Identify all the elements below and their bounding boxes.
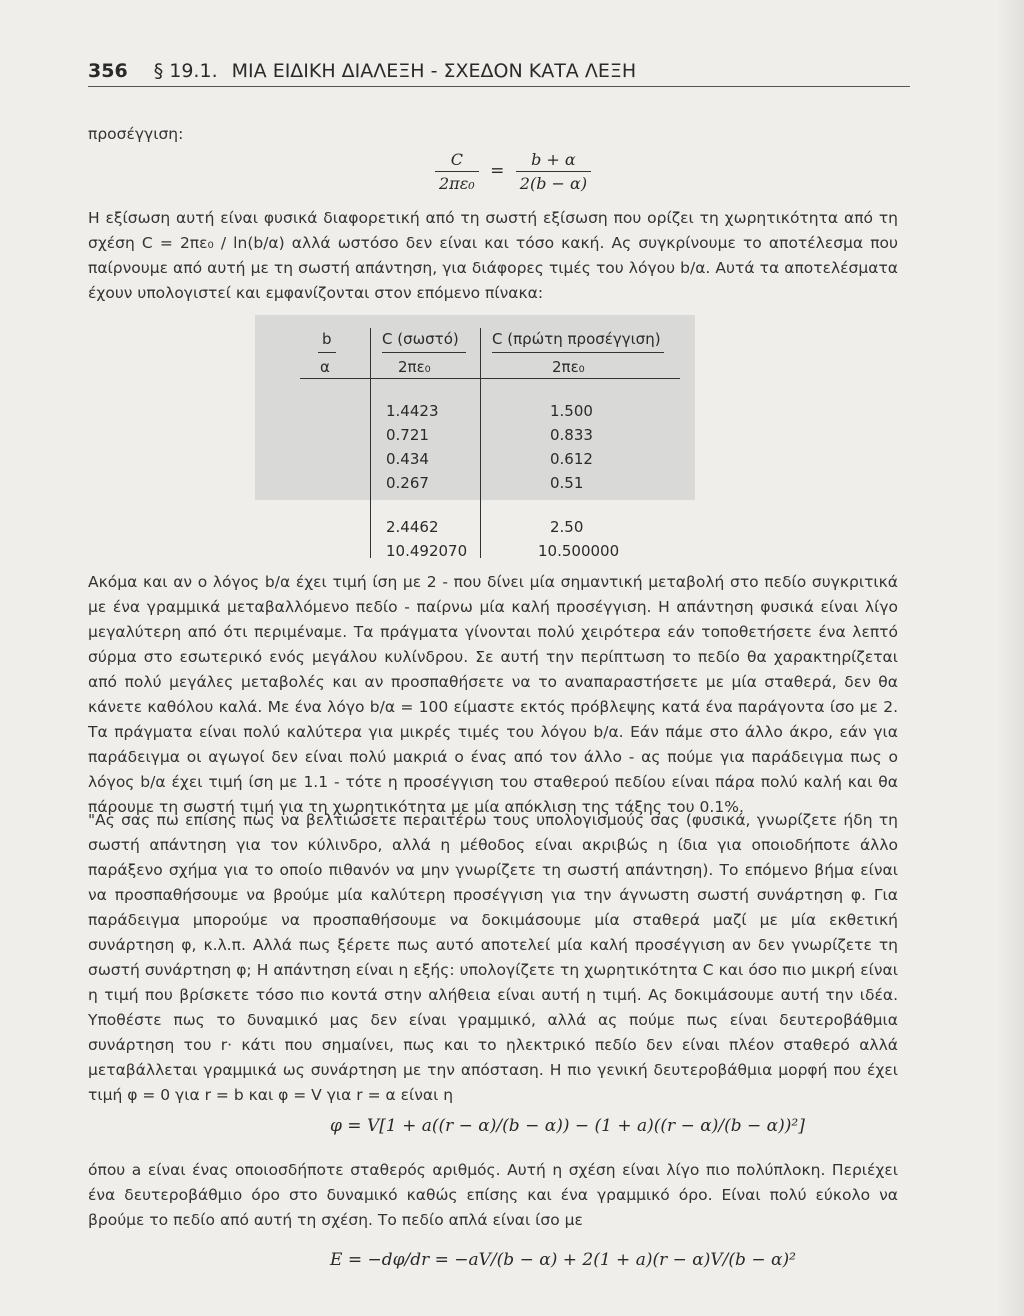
table-cell: 10.492070 (386, 542, 468, 560)
table-cell: 0.833 (550, 426, 593, 444)
table-cell: 2.50 (550, 518, 584, 536)
page-header (88, 60, 910, 87)
equation-1 (435, 150, 591, 193)
table-cell: 1.4423 (386, 402, 439, 420)
table-cell: 0.434 (386, 450, 429, 468)
eq1-rhs-den: 2(b − α) (519, 174, 588, 193)
col2-header-num: C (σωστό) (382, 330, 459, 348)
intro-label: προσέγγιση: (88, 125, 184, 143)
eq1-rhs-num: b + α (516, 150, 591, 172)
col3-header-num: C (πρώτη προσέγγιση) (492, 330, 661, 348)
eq1-lhs-den: 2πε₀ (439, 174, 475, 193)
eq1-lhs-num: C (435, 150, 479, 172)
equation-3: E = −dφ/dr = −aV/(b − α) + 2(1 + a)(r − α)V/(b − α)² (330, 1250, 796, 1270)
paragraph-2: Ακόμα και αν ο λόγος b/α έχει τιμή ίση με 2 - που δίνει μία σημαντική μεταβολή στο πεδίο συγκριτικά με ένα γραμμικά μεταβαλλόμενο πεδίο - παίρνω μία καλή προσέγγιση. Η απάντηση φυσικά είναι λίγο μεγαλύτερη από ότι περιμέναμε. Τα πράγματα γίνονται πολύ χειρότερα εάν τοποθετήσετε ένα λεπτό σύρμα στο εσωτερικό ενός μεγάλου κυλίνδρου. Σε αυτή την περίπτωση το πεδίο θα χαρακτηρίζεται από πολύ μεγάλες μεταβολές και αν προσπαθήσετε να το αναπαραστήσετε με μία σταθερά, δεν θα κάνετε καθόλου καλά. Με ένα λόγο b/α = 100 είμαστε εκτός πρόβλεψης κατά ένα παράγοντα ίσο με 2. Τα πράγματα είναι πολύ καλύτερα για μικρές τιμές του λόγου b/α. Εάν πάμε στο άλλο άκρο, εάν για παράδειγμα οι αγωγοί δεν είναι πολύ μακριά ο ένας από τον άλλο - ας πούμε για παράδειγμα πως ο λόγος b/α έχει τιμή ίση με 1.1 - τότε η προσέγγιση του σταθερού πεδίου είναι πάρα πολύ καλή και θα πάρουμε τη σωστή τιμή για τη χωρητικότητα με μία απόκλιση της τάξης του 0.1%. (88, 573, 898, 816)
table-cell: 0.721 (386, 426, 429, 444)
equation-2: φ = V[1 + a((r − α)/(b − α)) − (1 + a)((r − α)/(b − α))²] (330, 1116, 805, 1136)
page-number: 356 (88, 60, 128, 82)
section-number: § 19.1. (153, 60, 218, 82)
table-cell: 0.612 (550, 450, 593, 468)
table-cell: 10.500000 (538, 542, 620, 560)
table-cell: 0.51 (550, 474, 584, 492)
col1-header-den: α (320, 358, 330, 376)
table-cell: 2.4462 (386, 518, 439, 536)
eq1-equals: = (490, 161, 505, 181)
section-title: ΜΙΑ ΕΙΔΙΚΗ ΔΙΑΛΕΞΗ - ΣΧΕΔΟΝ ΚΑΤΑ ΛΕΞΗ (231, 60, 637, 82)
col3-header-den: 2πε₀ (552, 358, 585, 376)
paragraph-4: όπου a είναι ένας οποιοσδήποτε σταθερός αριθμός. Αυτή η σχέση είναι λίγο πιο πολύπλοκη. Περιέχει ένα δευτεροβάθμιο όρο στο δυναμικό καθώς επίσης και ένα γραμμικό όρο. Είναι πολύ εύκολο να βρούμε το πεδίο από αυτή τη σχέση. Το πεδίο απλά είναι ίσο με (88, 1161, 898, 1229)
col2-header-den: 2πε₀ (398, 358, 431, 376)
paragraph-1: Η εξίσωση αυτή είναι φυσικά διαφορετική από τη σωστή εξίσωση που ορίζει τη χωρητικότητα από τη σχέση C = 2πε₀ / ln(b/α) αλλά ωστόσο δεν είναι και τόσο κακή. Ας συγκρίνουμε το αποτέλεσμα που παίρνουμε από αυτή με τη σωστή απάντηση, για διάφορες τιμές του λόγου b/α. Αυτά τα αποτελέσματα έχουν υπολογιστεί και εμφανίζονται στον επόμενο πίνακα: (88, 209, 898, 302)
table-cell: 1.500 (550, 402, 593, 420)
paragraph-3: "Ας σας πω επίσης πως να βελτιώσετε περαιτέρω τους υπολογισμούς σας (φυσικά, γνωρίζετε ήδη τη σωστή απάντηση για τον κύλινδρο, αλλά η μέθοδος είναι ακριβώς η ίδια για οποιοδήποτε άλλο παράξενο σχήμα για το οποίο πιθανόν να μην γνωρίζετε τη σωστή απάντηση). Το επόμενο βήμα είναι να προσπαθήσουμε να βρούμε μία καλύτερη προσέγγιση για την άγνωστη σωστή συνάρτηση φ. Για παράδειγμα μπορούμε να προσπαθήσουμε να δοκιμάσουμε μία σταθερά μαζί με μία εκθετική συνάρτηση φ, κ.λ.π. Αλλά πως ξέρετε πως αυτό αποτελεί μία καλή προσέγγιση αν δεν γνωρίζετε τη σωστή συνάρτηση φ; Η απάντηση είναι η εξής: υπολογίζετε τη χωρητικότητα C και όσο πιο μικρή είναι η τιμή που βρίσκετε τόσο πιο κοντά στην αλήθεια είναι αυτή η τιμή. Ας δοκιμάσουμε αυτή την ιδέα. Υποθέστε πως το δυναμικό μας δεν είναι γραμμικό, αλλά ας πούμε πως είναι δευτεροβάθμια συνάρτηση του r· κάτι που σημαίνει, πως και το ηλεκτρικό πεδίο δεν είναι πλέον σταθερό αλλά μεταβάλλεται γραμμικά ως συνάρτηση με την απόσταση. Η πιο γενική δευτεροβάθμια μορφή που έχει τιμή φ = 0 για r = b και φ = V για r = α είναι η (88, 811, 898, 1104)
col1-header-num: b (322, 330, 332, 348)
page-edge-shadow (996, 0, 1024, 1316)
table-cell: 0.267 (386, 474, 429, 492)
